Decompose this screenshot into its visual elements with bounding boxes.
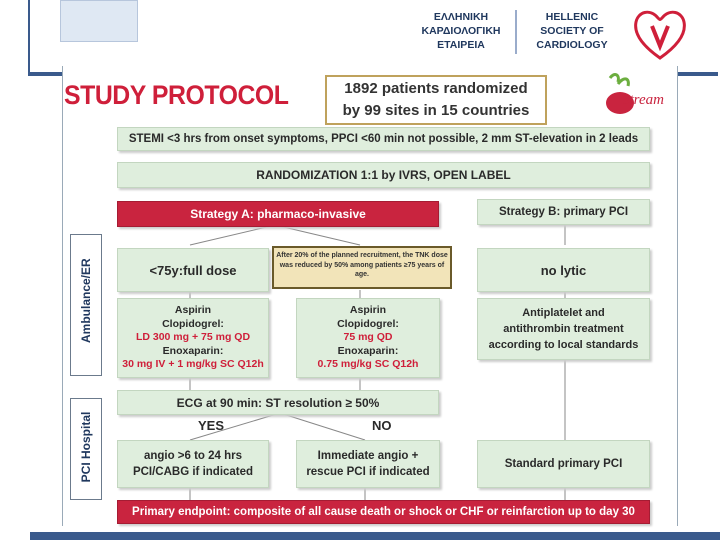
therapy-over-75-box: [296, 298, 440, 378]
english-line-3: CARDIOLOGY: [536, 39, 608, 51]
clopidogrel-label: Clopidogrel:: [162, 317, 224, 330]
randomized-line-1: 1892 patients randomized: [344, 80, 528, 97]
aspirin-label: Aspirin: [174, 304, 212, 317]
english-line-1: HELLENIC: [545, 11, 599, 23]
antiplatelet-line-1: Antiplatelet and: [522, 307, 605, 319]
angio-box: [117, 440, 269, 488]
strategy-a-box: Strategy A: pharmaco-invasive: [117, 201, 439, 227]
dose-reduction-note: After 20% of the planned recruitment, the TNK dose was reduced by 50% among patients ≥75 years of age.: [272, 246, 452, 289]
rescue-line-1: Immediate angio +: [317, 450, 419, 462]
english-line-2: SOCIETY OF: [540, 25, 604, 37]
rescue-pci-box: [296, 440, 440, 488]
enoxaparin-label: Enoxaparin:: [162, 344, 224, 357]
greek-line-2: ΚΑΡΔΙΟΛΟΓΙΚΗ: [421, 25, 501, 37]
therapy-under-75-box: [117, 298, 269, 378]
angio-line-1: angio >6 to 24 hrs: [143, 450, 243, 462]
enoxaparin-label-75: Enoxaparin:: [337, 344, 399, 357]
standard-pci-box: Standard primary PCI: [477, 440, 650, 488]
enoxaparin-dose: 30 mg IV + 1 mg/kg SC Q12h: [122, 358, 264, 371]
randomized-line-2: by 99 sites in 15 countries: [342, 102, 530, 119]
footer-bar: [30, 532, 720, 540]
antiplatelet-box: [477, 298, 650, 360]
yes-label: YES: [198, 418, 225, 433]
enoxaparin-dose-75: 0.75 mg/kg SC Q12h: [317, 358, 419, 371]
clopidogrel-dose-75: 75 mg QD: [343, 331, 393, 344]
primary-endpoint-box: Primary endpoint: composite of all cause death or shock or CHF or reinfarction up to day 30: [117, 500, 650, 524]
full-dose-box: <75y:full dose: [117, 248, 269, 292]
slide-title: STUDY PROTOCOL: [64, 80, 289, 110]
ecg-box: ECG at 90 min: ST resolution ≥ 50%: [117, 390, 439, 415]
greek-line-3: ΕΤΑΙΡΕΙΑ: [437, 39, 485, 51]
clopidogrel-dose: LD 300 mg + 75 mg QD: [135, 331, 251, 344]
ambulance-er-label: Ambulance/ER: [79, 258, 93, 343]
no-lytic-box: no lytic: [477, 248, 650, 292]
no-label: NO: [372, 418, 392, 433]
pci-hospital-label: PCI Hospital: [79, 411, 93, 483]
stream-logo-text: Stream: [622, 92, 664, 108]
greek-line-1: ΕΛΛΗΝΙΚΗ: [433, 11, 489, 23]
antiplatelet-line-2: antithrombin treatment: [503, 323, 624, 335]
rescue-line-2: rescue PCI if indicated: [306, 466, 430, 478]
angio-line-2: PCI/CABG if indicated: [132, 466, 254, 478]
inclusion-criteria-box: STEMI <3 hrs from onset symptoms, PPCI <60 min not possible, 2 mm ST-elevation in 2 leads: [117, 127, 650, 151]
clopidogrel-label-75: Clopidogrel:: [337, 317, 399, 330]
aspirin-label-75: Aspirin: [349, 304, 387, 317]
randomization-box: RANDOMIZATION 1:1 by IVRS, OPEN LABEL: [117, 162, 650, 188]
antiplatelet-line-3: according to local standards: [488, 339, 639, 351]
strategy-b-box: Strategy B: primary PCI: [477, 199, 650, 225]
